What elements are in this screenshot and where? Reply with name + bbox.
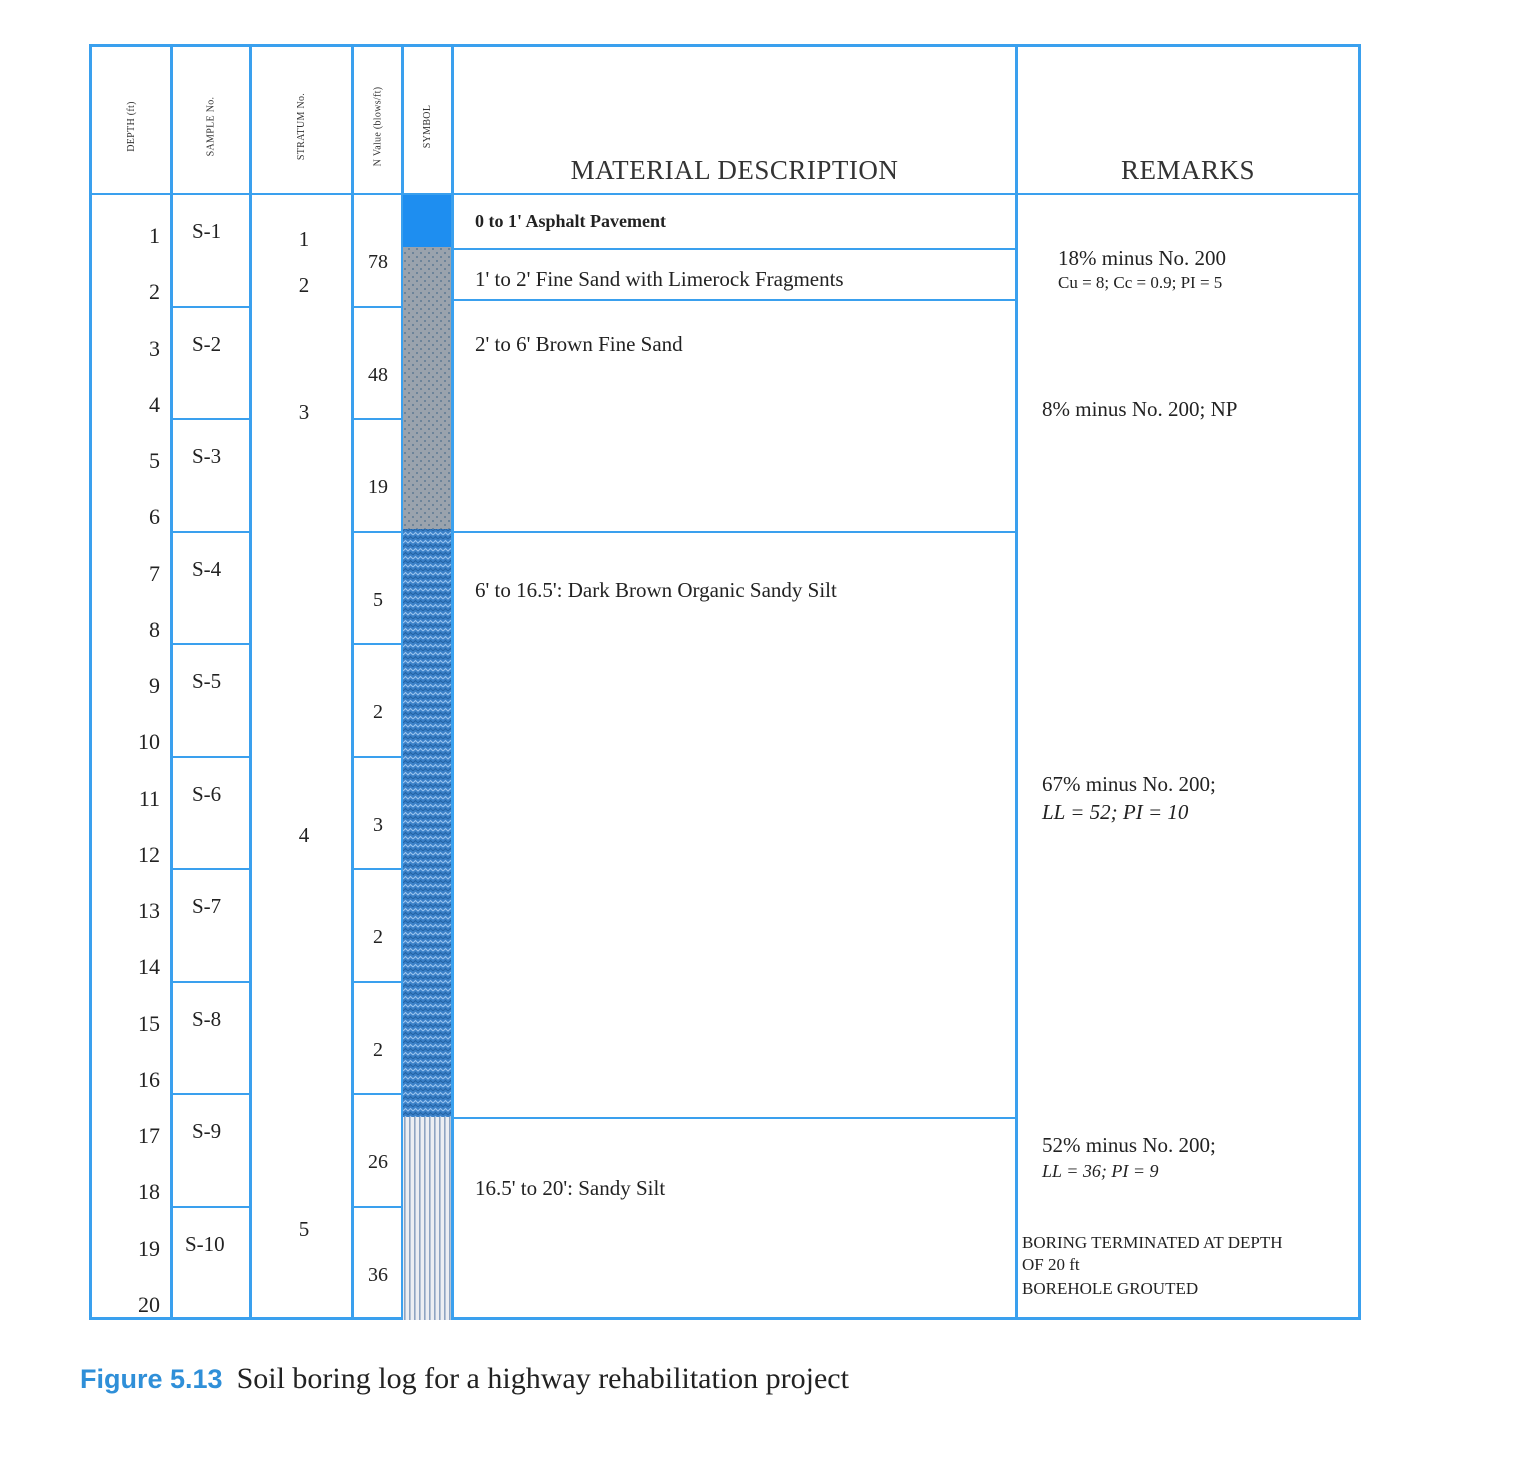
- stratum-number: 2: [298, 273, 310, 297]
- n-value: 36: [368, 1263, 388, 1286]
- layer-divider: [454, 299, 1015, 301]
- depth-label: 17: [138, 1123, 160, 1148]
- depth-label: 1: [149, 223, 160, 248]
- n-value: 26: [368, 1151, 388, 1173]
- figure-caption-text: Soil boring log for a highway rehabilitation project: [236, 1362, 849, 1395]
- depth-label: 19: [138, 1235, 160, 1261]
- figure-label: Figure 5.13: [80, 1364, 223, 1394]
- divider-sample: [249, 47, 252, 1317]
- remark: 8% minus No. 200; NP: [1042, 397, 1238, 421]
- sample-id: S-1: [192, 219, 222, 243]
- nvalue-divider: [354, 306, 401, 308]
- divider-symbol: [451, 47, 454, 1317]
- layer-divider: [454, 1117, 1015, 1119]
- header-remarks: REMARKS: [1120, 155, 1256, 185]
- header-symbol: SYMBOL: [421, 104, 433, 148]
- sample-id: S-8: [192, 1006, 222, 1031]
- layer-divider: [454, 531, 1015, 533]
- sample-id: S-2: [192, 331, 222, 356]
- remark: BOREHOLE GROUTED: [1022, 1279, 1199, 1298]
- n-value: 48: [368, 363, 388, 386]
- header-sample: SAMPLE No.: [205, 96, 217, 156]
- n-value: 5: [373, 588, 383, 611]
- nvalue-divider: [354, 981, 401, 983]
- n-value: 2: [373, 701, 383, 723]
- depth-label: 16: [138, 1066, 160, 1092]
- nvalue-divider: [354, 418, 401, 420]
- depth-label: 11: [138, 785, 160, 811]
- stratum-number: 4: [298, 823, 310, 847]
- nvalue-divider: [354, 643, 401, 645]
- remark: 18% minus No. 200: [1058, 246, 1226, 270]
- symbol-sand: [403, 247, 451, 529]
- depth-label: 9: [149, 673, 160, 698]
- depth-label: 8: [149, 616, 160, 642]
- depth-label: 13: [138, 898, 160, 923]
- layer-divider: [454, 248, 1015, 250]
- n-value: 3: [373, 813, 383, 836]
- sample-divider: [173, 1093, 249, 1095]
- symbol-organic-silt: [403, 529, 451, 1117]
- nvalue-divider: [354, 756, 401, 758]
- sample-id: S-7: [192, 894, 222, 918]
- depth-label: 5: [149, 448, 160, 473]
- stratum-number: 1: [298, 227, 310, 251]
- symbol-asphalt: [403, 195, 451, 247]
- symbol-column: [403, 195, 451, 1320]
- layer-description: 1' to 2' Fine Sand with Limerock Fragments: [475, 267, 844, 291]
- depth-label: 6: [149, 504, 160, 530]
- sample-divider: [173, 981, 249, 983]
- nvalue-divider: [354, 531, 401, 533]
- divider-depth: [170, 47, 173, 1317]
- divider-stratum: [351, 47, 354, 1317]
- n-value: 19: [368, 476, 388, 498]
- sample-id: S-10: [185, 1231, 225, 1256]
- remark: BORING TERMINATED AT DEPTH: [1022, 1233, 1283, 1252]
- stratum-number: 5: [298, 1217, 310, 1241]
- header-nvalue: N Value (blows/ft): [372, 86, 383, 166]
- depth-label: 4: [149, 391, 160, 417]
- header-material: MATERIAL DESCRIPTION: [570, 155, 899, 185]
- depth-label: 15: [138, 1010, 160, 1036]
- sample-divider: [173, 1206, 249, 1208]
- sample-id: S-9: [192, 1119, 222, 1143]
- sample-id: S-3: [192, 444, 222, 468]
- depth-label: 10: [138, 729, 160, 755]
- depth-label: 14: [138, 954, 160, 980]
- remark: Cu = 8; Cc = 0.9; PI = 5: [1058, 273, 1223, 292]
- sample-id: S-6: [192, 781, 222, 806]
- header-stratum: STRATUM No.: [295, 92, 307, 160]
- nvalue-divider: [354, 868, 401, 870]
- remark: 52% minus No. 200;: [1042, 1133, 1216, 1157]
- remark: LL = 36; PI = 9: [1042, 1161, 1159, 1181]
- sample-divider: [173, 756, 249, 758]
- layer-description: 2' to 6' Brown Fine Sand: [475, 332, 683, 356]
- depth-label: 7: [149, 560, 160, 586]
- nvalue-divider: [354, 1206, 401, 1208]
- depth-label: 18: [138, 1179, 160, 1205]
- n-value: 2: [373, 1038, 383, 1061]
- sample-divider: [173, 868, 249, 870]
- stratum-number: 3: [298, 400, 310, 424]
- layer-description: 6' to 16.5': Dark Brown Organic Sandy Silt: [475, 578, 837, 602]
- symbol-sandy-silt: [403, 1117, 451, 1320]
- layer-description: 0 to 1' Asphalt Pavement: [475, 211, 666, 231]
- depth-label: 2: [149, 279, 160, 305]
- n-value: 2: [373, 926, 383, 948]
- boring-log-table: [89, 44, 1361, 1320]
- figure-caption: [80, 1362, 849, 1396]
- depth-label: 20: [138, 1291, 160, 1317]
- remark: 67% minus No. 200;: [1042, 772, 1216, 796]
- n-value: 78: [368, 251, 388, 273]
- remark: OF 20 ft: [1022, 1255, 1080, 1274]
- nvalue-divider: [354, 1093, 401, 1095]
- sample-divider: [173, 306, 249, 308]
- depth-label: 12: [138, 841, 160, 867]
- sample-divider: [173, 531, 249, 533]
- sample-divider: [173, 418, 249, 420]
- remark: LL = 52; PI = 10: [1042, 800, 1189, 824]
- sample-id: S-4: [192, 556, 222, 581]
- divider-material: [1015, 47, 1018, 1317]
- sample-id: S-5: [192, 669, 222, 693]
- sample-divider: [173, 643, 249, 645]
- layer-description: 16.5' to 20': Sandy Silt: [475, 1176, 666, 1200]
- header-depth: DEPTH (ft): [125, 100, 137, 152]
- depth-label: 3: [149, 335, 160, 361]
